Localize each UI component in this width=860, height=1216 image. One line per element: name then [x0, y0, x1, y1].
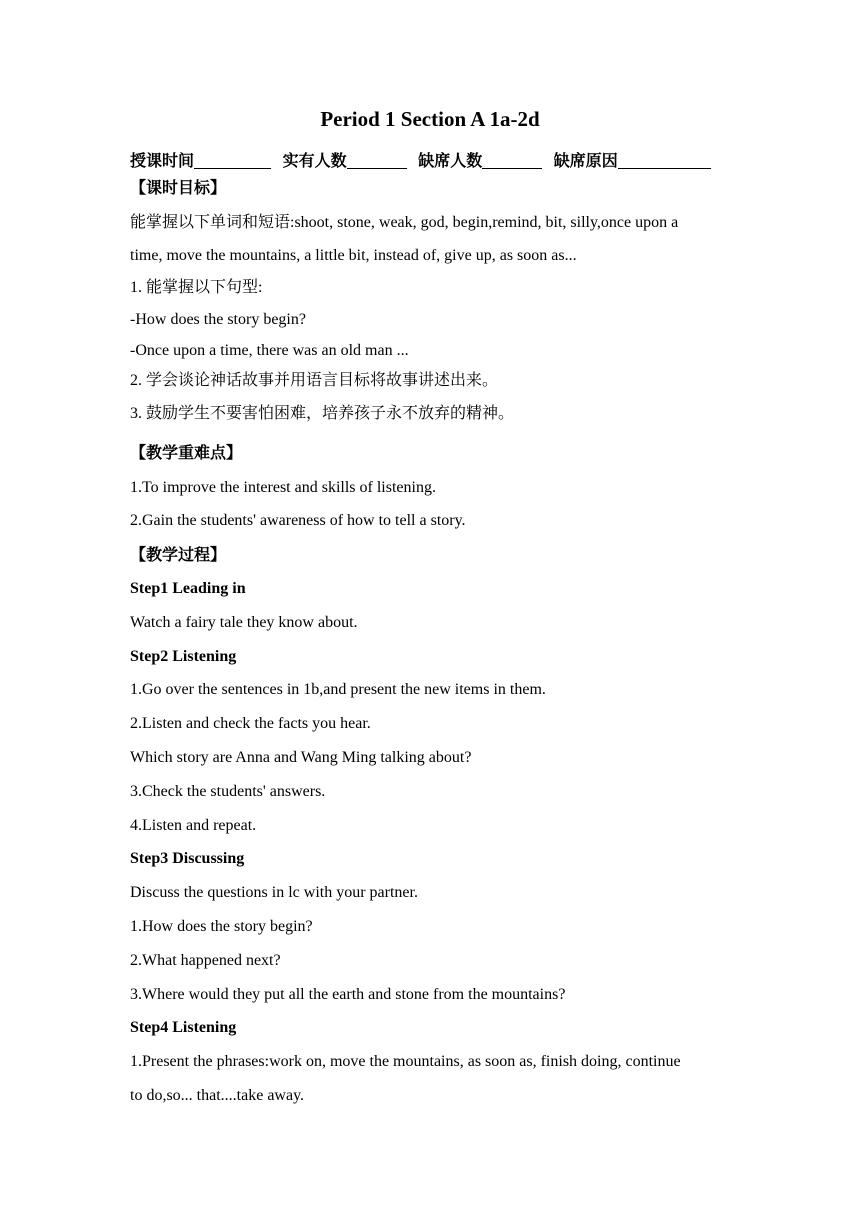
step1-title: Step1 Leading in [130, 580, 246, 597]
reason-label: 缺席原因 [553, 151, 618, 170]
step4-title: Step4 Listening [130, 1019, 237, 1036]
step1-text: Watch a fairy tale they know about. [130, 614, 358, 631]
present-label: 实有人数 [282, 151, 347, 170]
objectives-heading: 【课时目标】 [130, 178, 227, 197]
reason-blank [618, 152, 711, 169]
step4-line-1: 1.Present the phrases:work on, move the mountains, as soon as, finish doing, continue [130, 1053, 681, 1070]
objective-item-3: 3. 鼓励学生不要害怕困难，培养孩子永不放弃的精神。 [130, 405, 515, 422]
keypoint-2: 2.Gain the students' awareness of how to tell a story. [130, 512, 466, 529]
time-label: 授课时间 [130, 151, 195, 170]
step3-line-4: 3.Where would they put all the earth and stone from the mountains? [130, 986, 566, 1003]
keypoints-heading: 【教学重难点】 [130, 443, 243, 462]
step2-line-5: 4.Listen and repeat. [130, 817, 257, 834]
step4-line-2: to do,so... that....take away. [130, 1087, 305, 1104]
vocab-line-2: time, move the mountains, a little bit, instead of, give up, as soon as... [130, 247, 577, 264]
step2-line-3: Which story are Anna and Wang Ming talking about? [130, 749, 472, 766]
step2-title: Step2 Listening [130, 648, 237, 665]
step3-line-1: Discuss the questions in lc with your partner. [130, 884, 418, 901]
process-heading: 【教学过程】 [130, 545, 227, 564]
class-info-line [130, 151, 735, 171]
time-blank [194, 152, 271, 169]
step2-line-2: 2.Listen and check the facts you hear. [130, 715, 371, 732]
present-blank [347, 152, 407, 169]
vocab-line-1: 能掌握以下单词和短语:shoot, stone, weak, god, begin,remind, bit, silly,once upon a [130, 214, 679, 231]
step2-line-1: 1.Go over the sentences in 1b,and present the new items in them. [130, 681, 546, 698]
objective-item-1: 1. 能掌握以下句型: [130, 279, 263, 296]
objective-item-2: 2. 学会谈论神话故事并用语言目标将故事讲述出来。 [130, 372, 499, 389]
step3-line-3: 2.What happened next? [130, 952, 281, 969]
step3-line-2: 1.How does the story begin? [130, 918, 313, 935]
page-title: Period 1 Section A 1a-2d [320, 107, 540, 131]
absent-label: 缺席人数 [418, 151, 483, 170]
sentence-pattern-2: -Once upon a time, there was an old man ... [130, 342, 409, 359]
step2-line-4: 3.Check the students' answers. [130, 783, 326, 800]
absent-blank [482, 152, 542, 169]
sentence-pattern-1: -How does the story begin? [130, 311, 306, 328]
keypoint-1: 1.To improve the interest and skills of listening. [130, 479, 436, 496]
step3-title: Step3 Discussing [130, 850, 245, 867]
